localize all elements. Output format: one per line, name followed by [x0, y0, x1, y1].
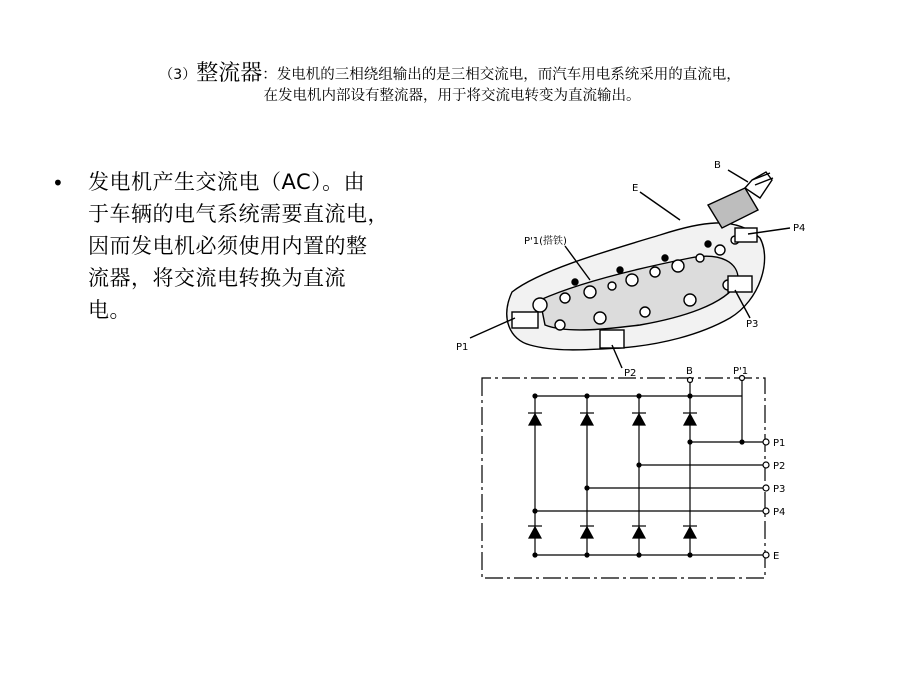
- schematic-label-b: B: [686, 366, 693, 377]
- diode-lower-3: [632, 526, 646, 538]
- schematic-label-p4: P4: [773, 507, 786, 518]
- header-line-2: 在发电机内部设有整流器，用于将交流电转变为直流输出。: [263, 88, 641, 104]
- schematic-frame: [482, 378, 765, 578]
- term-colon: ：: [262, 67, 277, 83]
- section-term: 整流器: [196, 61, 263, 86]
- header-text-1: 发电机的三相绕组输出的是三相交流电，而汽车用电系统采用的直流电，: [276, 67, 741, 83]
- bullet-line: 电。: [88, 298, 131, 322]
- bullet-line: 流器，将交流电转换为直流: [88, 266, 346, 290]
- label-e: E: [632, 183, 639, 194]
- bullet-line: 于车辆的电气系统需要直流电，: [88, 202, 389, 226]
- label-p4: P4: [793, 223, 806, 234]
- label-b: B: [714, 160, 721, 171]
- label-p3: P3: [746, 319, 759, 330]
- diode-upper-1: [528, 413, 542, 425]
- diode-upper-2: [580, 413, 594, 425]
- section-number: （3）: [159, 67, 197, 83]
- diode-upper-3: [632, 413, 646, 425]
- diode-lower-4: [683, 526, 697, 538]
- schematic-label-p3: P3: [773, 484, 786, 495]
- bullet-line: 因而发电机必须使用内置的整: [88, 234, 368, 258]
- schematic-label-e: E: [773, 551, 780, 562]
- diode-upper-4: [683, 413, 697, 425]
- schematic-label-p1-prime: P'1: [733, 366, 749, 377]
- label-p1-iron: P'1(搭铁): [524, 236, 567, 247]
- schematic-label-p2: P2: [773, 461, 786, 472]
- bullet-line: 发电机产生交流电（AC）。由: [88, 170, 366, 194]
- bullet-marker: •: [52, 171, 64, 195]
- diode-lower-1: [528, 526, 542, 538]
- schematic-label-p1: P1: [773, 438, 786, 449]
- diode-lower-2: [580, 526, 594, 538]
- label-p2: P2: [624, 368, 637, 379]
- label-p1: P1: [456, 342, 469, 353]
